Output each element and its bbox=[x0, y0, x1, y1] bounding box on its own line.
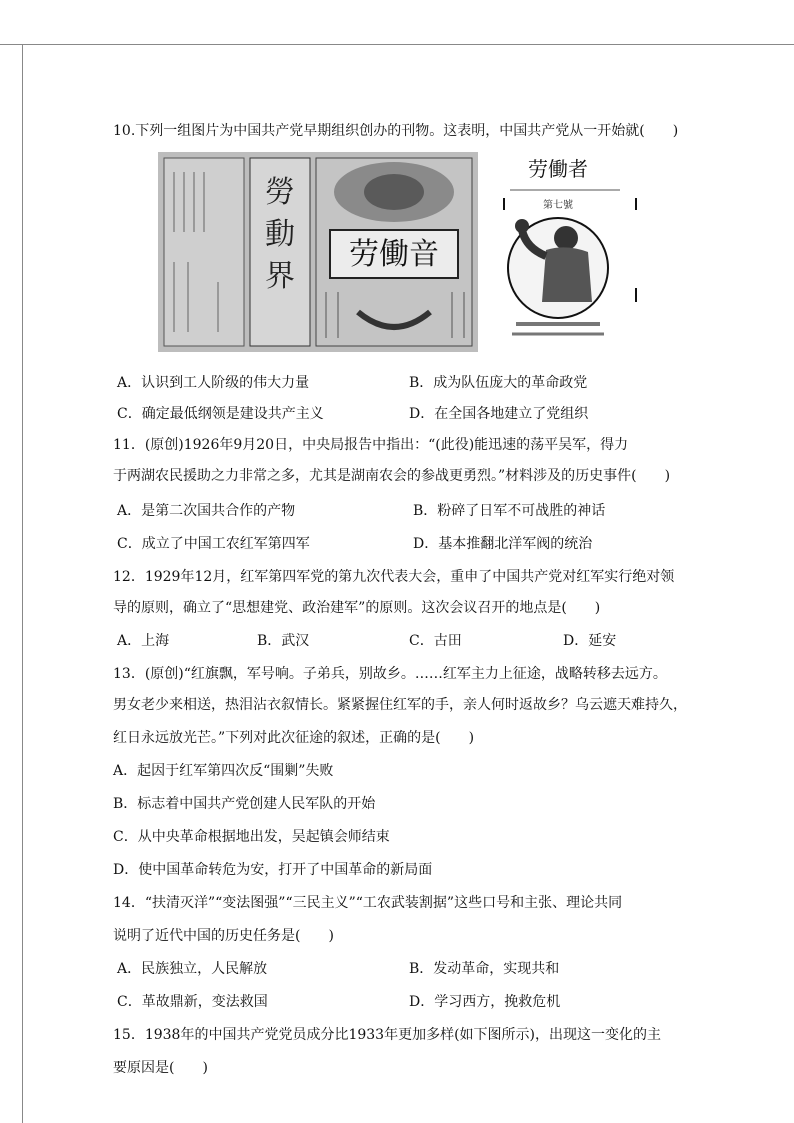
q11-stem-line2: 于两湖农民援助之力非常之多，尤其是湖南农会的参战更勇烈。”材料涉及的历史事件( ) bbox=[113, 468, 671, 484]
q15-stem-line2: 要原因是( ) bbox=[113, 1060, 208, 1076]
pub2-title: 劳働音 bbox=[349, 237, 439, 272]
q14-stem-line2: 说明了近代中国的历史任务是( ) bbox=[113, 928, 334, 944]
q13-stem-line3: 红日永远放光芒。”下列对此次征途的叙述，正确的是( ) bbox=[113, 730, 475, 746]
pub1-title-char2: 動 bbox=[265, 217, 295, 252]
q10-option-d[interactable]: D．在全国各地建立了党组织 bbox=[409, 406, 589, 422]
q12-stem-line1: 12．1929年12月，红军第四军党的第九次代表大会，重申了中国共产党对红军实行绝对领 bbox=[113, 569, 675, 585]
q14-stem-line1: 14．“扶清灭洋”“变法图强”“三民主义”“工农武装割据”这些口号和主张、理论共同 bbox=[113, 895, 623, 911]
q12-option-a[interactable]: A．上海 bbox=[117, 633, 170, 649]
laodongzhe-cover-image bbox=[496, 152, 644, 340]
pub3-title: 劳働者 bbox=[528, 157, 588, 181]
q13-option-c[interactable]: C．从中央革命根据地出发，吴起镇会师结束 bbox=[113, 829, 390, 845]
q12-stem-line2: 导的原则，确立了“思想建党、政治建军”的原则。这次会议召开的地点是( ) bbox=[113, 600, 601, 616]
q11-option-d[interactable]: D．基本推翻北洋军阀的统治 bbox=[413, 536, 593, 552]
page-border-top bbox=[0, 44, 794, 45]
q11-option-a[interactable]: A．是第二次国共合作的产物 bbox=[117, 503, 296, 519]
q12-option-d[interactable]: D．延安 bbox=[563, 633, 617, 649]
q14-option-a[interactable]: A．民族独立，人民解放 bbox=[117, 961, 268, 977]
q15-stem-line1: 15．1938年的中国共产党党员成分比1933年更加多样(如下图所示)，出现这一变化的主 bbox=[113, 1027, 661, 1043]
pub1-title-char1: 勞 bbox=[265, 175, 295, 210]
q11-option-b[interactable]: B．粉碎了日军不可战胜的神话 bbox=[413, 503, 606, 519]
q13-option-b[interactable]: B．标志着中国共产党创建人民军队的开始 bbox=[113, 796, 376, 812]
q14-option-c[interactable]: C．革故鼎新，变法救国 bbox=[117, 994, 268, 1010]
q10-option-c[interactable]: C．确定最低纲领是建设共产主义 bbox=[117, 406, 324, 422]
q13-option-a[interactable]: A．起因于红军第四次反“围剿”失败 bbox=[113, 763, 334, 779]
q13-stem-line1: 13．(原创)“红旗飘，军号响。子弟兵，别故乡。……红军主力上征途，战略转移去远方。 bbox=[113, 666, 667, 682]
q12-option-c[interactable]: C．古田 bbox=[409, 633, 462, 649]
q13-option-d[interactable]: D．使中国革命转危为安，打开了中国革命的新局面 bbox=[113, 862, 433, 878]
page-border-left bbox=[22, 44, 23, 1123]
pub1-title-char3: 界 bbox=[265, 259, 295, 294]
q14-option-d[interactable]: D．学习西方，挽救危机 bbox=[409, 994, 561, 1010]
q13-stem-line2: 男女老少来相送，热泪沾衣叙情长。紧紧握住红军的手，亲人何时返故乡？乌云遮天难持久， bbox=[113, 697, 687, 713]
q14-option-b[interactable]: B．发动革命，实现共和 bbox=[409, 961, 560, 977]
pub3-subtitle: 第七號 bbox=[543, 200, 573, 211]
q11-stem-line1: 11．(原创)1926年9月20日，中央局报告中指出：“(此役)能迅速的荡平吴军，得力 bbox=[113, 437, 629, 453]
q12-option-b[interactable]: B．武汉 bbox=[257, 633, 310, 649]
q10-option-a[interactable]: A．认识到工人阶级的伟大力量 bbox=[117, 375, 310, 391]
q10-stem: 10.下列一组图片为中国共产党早期组织创办的刊物。这表明，中国共产党从一开始就( ) bbox=[113, 123, 679, 139]
q11-option-c[interactable]: C．成立了中国工农红军第四军 bbox=[117, 536, 310, 552]
early-publications-image bbox=[158, 152, 478, 352]
q10-option-b[interactable]: B．成为队伍庞大的革命政党 bbox=[409, 375, 588, 391]
